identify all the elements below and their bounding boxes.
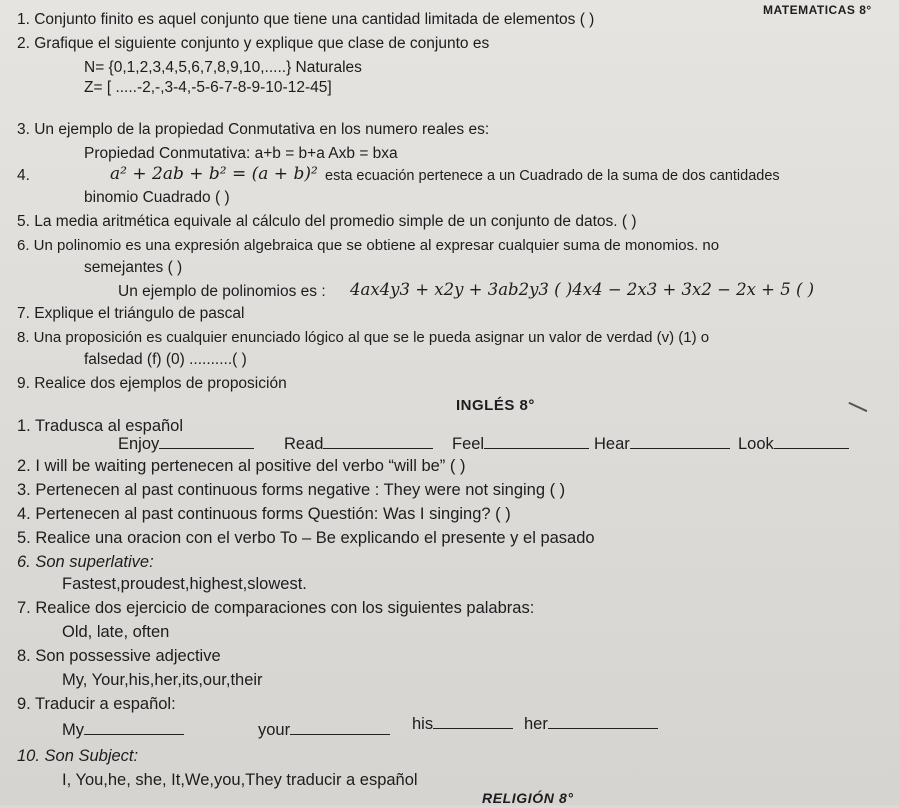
word-label: his xyxy=(412,715,434,733)
english-q7: 7. Realice dos ejercicio de comparaciones con los siguientes palabras: xyxy=(17,599,535,617)
math-q1: 1. Conjunto finito es aquel conjunto que tiene una cantidad limitada de elementos ( ) xyxy=(17,11,595,28)
pen-mark xyxy=(849,402,868,412)
word-label: Hear xyxy=(594,435,630,453)
answer-blank xyxy=(323,434,433,449)
english-q9-word-his xyxy=(412,714,513,734)
answer-blank xyxy=(630,434,730,449)
english-q2: 2. I will be waiting pertenecen al positive del verbo “will be” ( ) xyxy=(17,457,466,475)
answer-blank xyxy=(433,714,513,729)
math-q6-example-formula: 4ax4y3 + x2y + 3ab2y3 ( )4x4 − 2x3 + 3x2 − 2x + 5 ( ) xyxy=(350,280,815,299)
math-q8: 8. Una proposición es cualquier enunciado lógico al que se le pueda asignar un valor de verdad (v) (1) o xyxy=(17,329,710,346)
answer-blank xyxy=(159,434,254,449)
english-q6-words: Fastest,proudest,highest,slowest. xyxy=(62,575,307,593)
english-q1-word-read xyxy=(284,434,433,454)
english-q9: 9. Traducir a español: xyxy=(17,695,176,713)
word-label: Feel xyxy=(452,435,485,453)
math-q2: 2. Grafique el siguiente conjunto y explique que clase de conjunto es xyxy=(17,35,490,52)
math-q2-naturals: N= {0,1,2,3,4,5,6,7,8,9,10,.....} Naturales xyxy=(84,59,362,76)
english-q10-words: I, You,he, she, It,We,you,They traducir a español xyxy=(62,771,418,789)
english-q6: 6. Son superlative: xyxy=(17,553,154,571)
answer-blank xyxy=(290,720,390,735)
religion-heading: RELIGIÓN 8° xyxy=(482,790,574,806)
word-label: My xyxy=(62,721,84,739)
math-header: MATEMATICAS 8° xyxy=(763,3,872,17)
word-label: Read xyxy=(284,435,324,453)
english-q8: 8. Son possessive adjective xyxy=(17,647,221,665)
word-label: your xyxy=(258,721,291,739)
english-q1-word-hear xyxy=(594,434,730,454)
english-q1-word-feel xyxy=(452,434,589,454)
english-q3: 3. Pertenecen al past continuous forms negative : They were not singing ( ) xyxy=(17,481,566,499)
english-q7-words: Old, late, often xyxy=(62,623,170,641)
english-q5: 5. Realice una oracion con el verbo To – Be explicando el presente y el pasado xyxy=(17,529,595,547)
word-label: her xyxy=(524,715,548,733)
math-q2-integers: Z= [ .....-2,-,3-4,-5-6-7-8-9-10-12-45] xyxy=(84,79,332,96)
english-q1: 1. Tradusca al español xyxy=(17,417,184,435)
math-q8-answer: falsedad (f) (0) ..........( ) xyxy=(84,351,247,368)
math-q3: 3. Un ejemplo de la propiedad Conmutativa en los numero reales es: xyxy=(17,121,490,138)
math-q3-property: Propiedad Conmutativa: a+b = b+a Axb = bxa xyxy=(84,145,398,162)
english-q9-word-her xyxy=(524,714,658,734)
math-q6-example-label: Un ejemplo de polinomios es : xyxy=(118,283,326,300)
math-q5: 5. La media aritmética equivale al cálculo del promedio simple de un conjunto de datos. ( ) xyxy=(17,213,637,230)
english-q10: 10. Son Subject: xyxy=(17,747,139,765)
math-q6: 6. Un polinomio es una expresión algebraica que se obtiene al expresar cualquier suma de monomios. no xyxy=(17,237,720,254)
answer-blank xyxy=(774,434,849,449)
answer-blank xyxy=(84,720,184,735)
answer-blank xyxy=(548,714,658,729)
answer-blank xyxy=(484,434,589,449)
math-q4-answer: binomio Cuadrado ( ) xyxy=(84,189,230,206)
english-heading: INGLÉS 8° xyxy=(456,397,535,414)
english-q8-words: My, Your,his,her,its,our,their xyxy=(62,671,263,689)
math-q7: 7. Explique el triángulo de pascal xyxy=(17,305,245,322)
english-q1-word-look xyxy=(738,434,849,454)
math-q4-number: 4. xyxy=(17,167,30,184)
math-q4-formula: a² + 2ab + b² = (a + b)² xyxy=(110,164,318,184)
math-q4-text: esta ecuación pertenece a un Cuadrado de la suma de dos cantidades xyxy=(325,168,780,184)
math-q9: 9. Realice dos ejemplos de proposición xyxy=(17,375,287,392)
english-q1-word-enjoy xyxy=(118,434,254,454)
english-q9-word-my xyxy=(62,720,184,740)
math-q6-answer: semejantes ( ) xyxy=(84,259,183,276)
word-label: Look xyxy=(738,435,774,453)
english-q9-word-your xyxy=(258,720,390,740)
word-label: Enjoy xyxy=(118,435,160,453)
english-q4: 4. Pertenecen al past continuous forms Questión: Was I singing? ( ) xyxy=(17,505,511,523)
